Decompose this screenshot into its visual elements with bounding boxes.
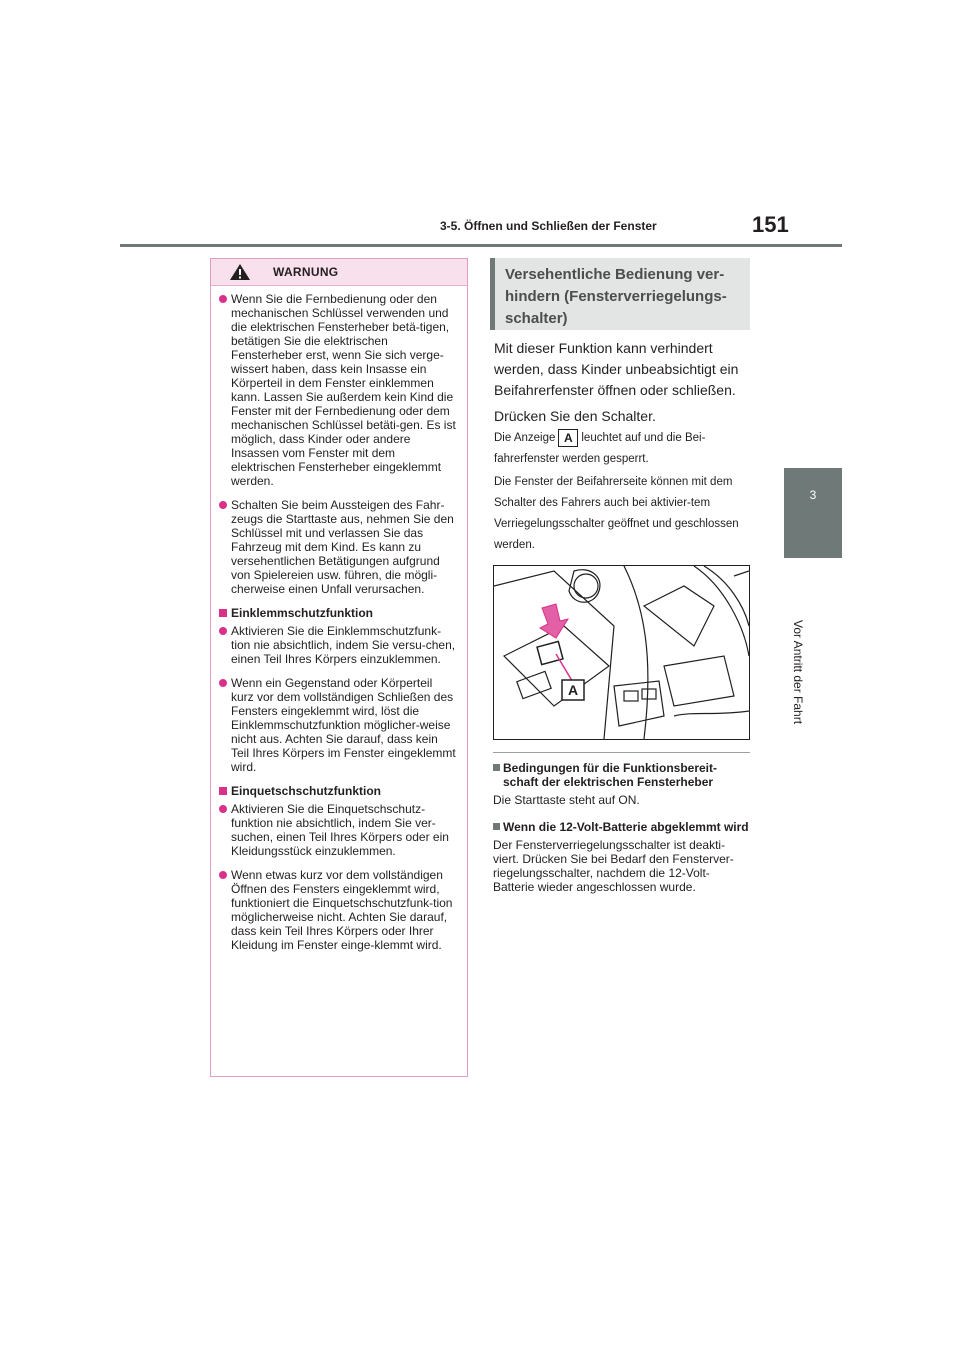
warning-item-text: Aktivieren Sie die Einquetschschutz-funktion nie absichtlich, indem Sie ver-suchen, einen Teil Ihres Körpers oder ein Kleidungsstück einzuklemmen. (231, 802, 449, 858)
warning-body (211, 286, 467, 952)
warning-subheading (219, 784, 457, 798)
warning-item-text: Wenn ein Gegenstand oder Körperteil kurz vor dem vollständigen Schließen des Fensters eingeklemmt wird, löst die Einklemmschutzfunktion möglicher-weise nicht aus. Achten Sie darauf, dass kein Teil Ihres Körpers im Fenster eingeklemmt wird. (231, 676, 456, 774)
page-number: 151 (752, 212, 789, 237)
bullet-dot-icon (219, 871, 227, 879)
warning-triangle-icon (229, 263, 251, 281)
warning-box (210, 258, 468, 1077)
chapter-tab-number: 3 (809, 488, 817, 502)
condition-block (493, 761, 751, 807)
indicator-text-after: leuchtet auf und die Bei-fahrerfenster werden gesperrt. (494, 432, 706, 465)
warning-label: WARNUNG (273, 265, 339, 279)
indicator-a-badge: A (558, 429, 578, 447)
warning-item (219, 624, 457, 666)
intro-instruction: Drücken Sie den Schalter. (494, 408, 656, 424)
warning-item (219, 292, 457, 488)
chapter-tab[interactable] (784, 468, 842, 558)
warning-item-text: Wenn Sie die Fernbedienung oder den mechanischen Schlüssel verwenden und die elektrischen Fensterheber betä-tigen, betätigen Sie die elektrischen Fensterheber erst, wenn Sie sich verge-wissert haben, dass kein Insasse ein Körperteil in dem Fenster einklemmen kann. Lassen Sie außerdem kein Kind die Fenster mit der Fernbedienung oder dem mechanischen Schlüssel betäti-gen. Es ist möglich, dass Kinder oder andere Insassen vom Fenster mit dem elektrischen Fensterheber eingeklemmt werden. (231, 292, 456, 488)
bullet-dot-icon (219, 679, 227, 687)
window-lock-switch-illustration (493, 565, 750, 740)
warning-subheading-text: Einklemmschutzfunktion (231, 606, 374, 620)
warning-item-text: Aktivieren Sie die Einklemmschutzfunk-tion nie absichtlich, indem Sie versu-chen, einen Teil Ihres Körpers einzuklemmen. (231, 624, 456, 666)
figure-callout-a: A (567, 682, 579, 698)
warning-header (211, 259, 467, 286)
header-rule (120, 244, 842, 247)
bullet-dot-icon (219, 295, 227, 303)
warning-subheading-text: Einquetschschutzfunktion (231, 784, 381, 798)
square-bullet-icon (493, 823, 500, 830)
indicator-text-before: Die Anzeige (494, 432, 556, 444)
warning-item (219, 868, 457, 952)
square-bullet-icon (219, 787, 227, 795)
condition-text: Die Starttaste steht auf ON. (493, 793, 640, 807)
intro-paragraph: Mit dieser Funktion kann verhindert werden, dass Kinder unbeabsichtigt ein Beifahrerfenster öffnen oder schließen. (494, 340, 739, 398)
square-bullet-icon (493, 764, 500, 771)
condition-heading-text: Wenn die 12-Volt-Batterie abgeklemmt wird (503, 820, 749, 834)
bullet-dot-icon (219, 627, 227, 635)
bullet-dot-icon (219, 501, 227, 509)
condition-block (493, 820, 751, 894)
square-bullet-icon (219, 609, 227, 617)
bullet-dot-icon (219, 805, 227, 813)
section-heading: Versehentliche Bedienung ver-hindern (Fensterverriegelungs-schalter) (490, 258, 750, 330)
warning-item (219, 676, 457, 774)
figure-divider (493, 752, 750, 753)
indicator-paragraph (494, 428, 754, 470)
condition-heading-text: Bedingungen für die Funktionsbereit-schaft der elektrischen Fensterheber (503, 761, 717, 789)
chapter-title-vertical: Vor Antritt der Fahrt (791, 620, 805, 725)
note-paragraph: Die Fenster der Beifahrerseite können mit dem Schalter des Fahrers auch bei aktivier-tem Verriegelungsschalter geöffnet und geschlossen werden. (494, 476, 739, 551)
warning-item (219, 498, 457, 596)
warning-item (219, 802, 457, 858)
warning-subheading (219, 606, 457, 620)
section-header-title: 3-5. Öffnen und Schließen der Fenster (440, 219, 657, 233)
warning-item-text: Schalten Sie beim Aussteigen des Fahr-zeugs die Starttaste aus, nehmen Sie den Schlüssel mit und verlassen Sie das Fahrzeug mit dem Kind. Es kann zu versehentlichen Betätigungen aufgrund von Spielereien usw. führen, die mögli-cherweise einen Unfall verursachen. (231, 498, 454, 596)
section-intro (494, 338, 754, 432)
condition-text: Der Fensterverriegelungsschalter ist deakti-viert. Drücken Sie bei Bedarf den Fensterver-riegelungsschalter, nachdem die 12-Volt-Batterie wieder angeschlossen wurde. (493, 838, 734, 894)
condition-heading (493, 761, 751, 789)
switch-panel-drawing (494, 566, 749, 739)
warning-item-text: Wenn etwas kurz vor dem vollständigen Öffnen des Fensters eingeklemmt wird, funktioniert die Einquetschschutzfunk-tion möglicherweise nicht. Achten Sie darauf, dass kein Teil Ihres Körpers oder Ihrer Kleidung im Fenster einge-klemmt wird. (231, 868, 453, 952)
condition-heading (493, 820, 751, 834)
